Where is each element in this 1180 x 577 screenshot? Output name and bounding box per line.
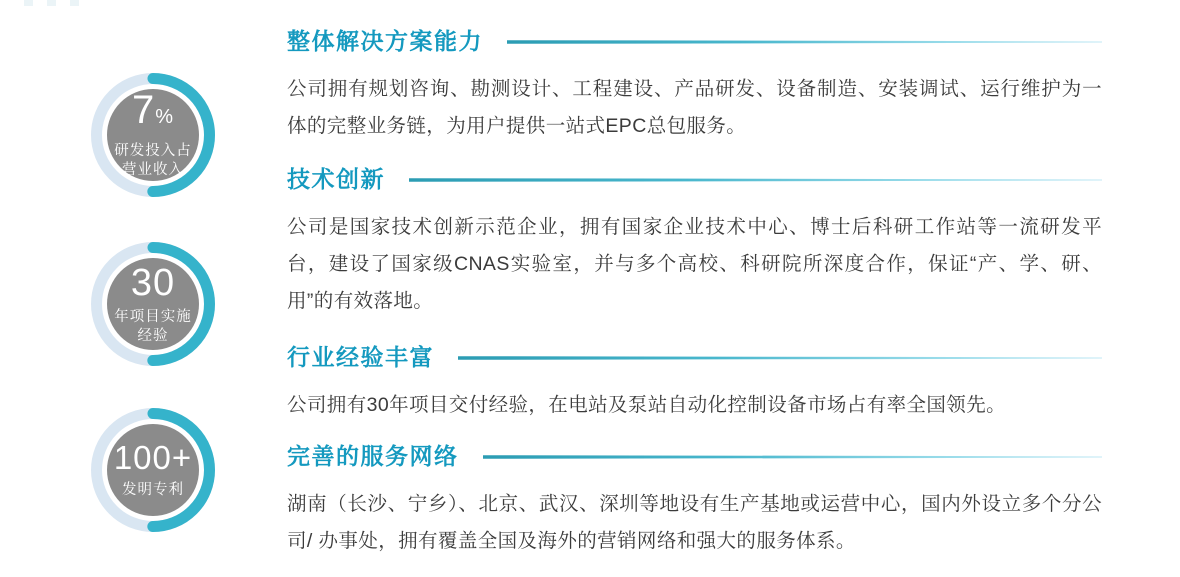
divider-line bbox=[483, 455, 1103, 459]
section-body: 公司拥有规划咨询、勘测设计、工程建设、产品研发、设备制造、安装调试、运行维护为一体的完整业务链，为用户提供一站式EPC总包服务。 bbox=[287, 78, 1102, 137]
decoration-dot bbox=[70, 0, 79, 6]
section-title: 行业经验丰富 bbox=[287, 344, 434, 370]
stat-value bbox=[132, 90, 174, 137]
section-service-network bbox=[287, 441, 1102, 560]
stat-value bbox=[114, 440, 192, 476]
stat-number: 30 bbox=[130, 261, 176, 304]
section-header bbox=[287, 342, 1102, 372]
section-body: 公司拥有30年项目交付经验，在电站及泵站自动化控制设备市场占有率全国领先。 bbox=[287, 394, 1006, 416]
stat-label: 研发投入占 营业收入 bbox=[114, 143, 192, 178]
stat-text bbox=[90, 72, 216, 198]
section-body: 公司是国家技术创新示范企业，拥有国家企业技术中心、博士后科研工作站等一流研发平台，建设了国家级CNAS实验室，并与多个高校、科研院所深度合作，保证“产、学、研、用”的有效落地。 bbox=[287, 216, 1102, 312]
decoration-dot bbox=[47, 0, 56, 6]
section-header bbox=[287, 164, 1102, 194]
divider-line bbox=[409, 178, 1102, 182]
section-title: 完善的服务网络 bbox=[287, 443, 459, 469]
divider-line bbox=[507, 40, 1102, 44]
stat-value bbox=[131, 263, 175, 303]
section-header bbox=[287, 26, 1102, 56]
stat-patents bbox=[90, 407, 216, 533]
stat-project-experience bbox=[90, 241, 216, 367]
section-title: 整体解决方案能力 bbox=[287, 28, 483, 54]
stat-label: 年项目实施 经验 bbox=[114, 308, 192, 344]
stat-number: 7 bbox=[131, 88, 156, 132]
section-tech-innovation bbox=[287, 164, 1102, 320]
stat-suffix: % bbox=[155, 106, 175, 128]
decoration-dot bbox=[24, 0, 33, 6]
stat-text bbox=[90, 241, 216, 367]
corner-decoration bbox=[24, 0, 79, 6]
section-header bbox=[287, 441, 1102, 471]
stat-label: 发明专利 bbox=[122, 482, 184, 498]
section-body: 湖南（长沙、宁乡）、北京、武汉、深圳等地设有生产基地或运营中心，国内外设立多个分公司/ 办事处，拥有覆盖全国及海外的营销网络和强大的服务体系。 bbox=[287, 493, 1102, 552]
section-overall-solution bbox=[287, 26, 1102, 145]
divider-line bbox=[458, 356, 1102, 360]
section-industry-experience bbox=[287, 342, 1102, 424]
section-title: 技术创新 bbox=[287, 166, 385, 192]
stat-text bbox=[90, 407, 216, 533]
stat-rd-investment bbox=[90, 72, 216, 198]
stat-number: 100+ bbox=[113, 439, 193, 476]
